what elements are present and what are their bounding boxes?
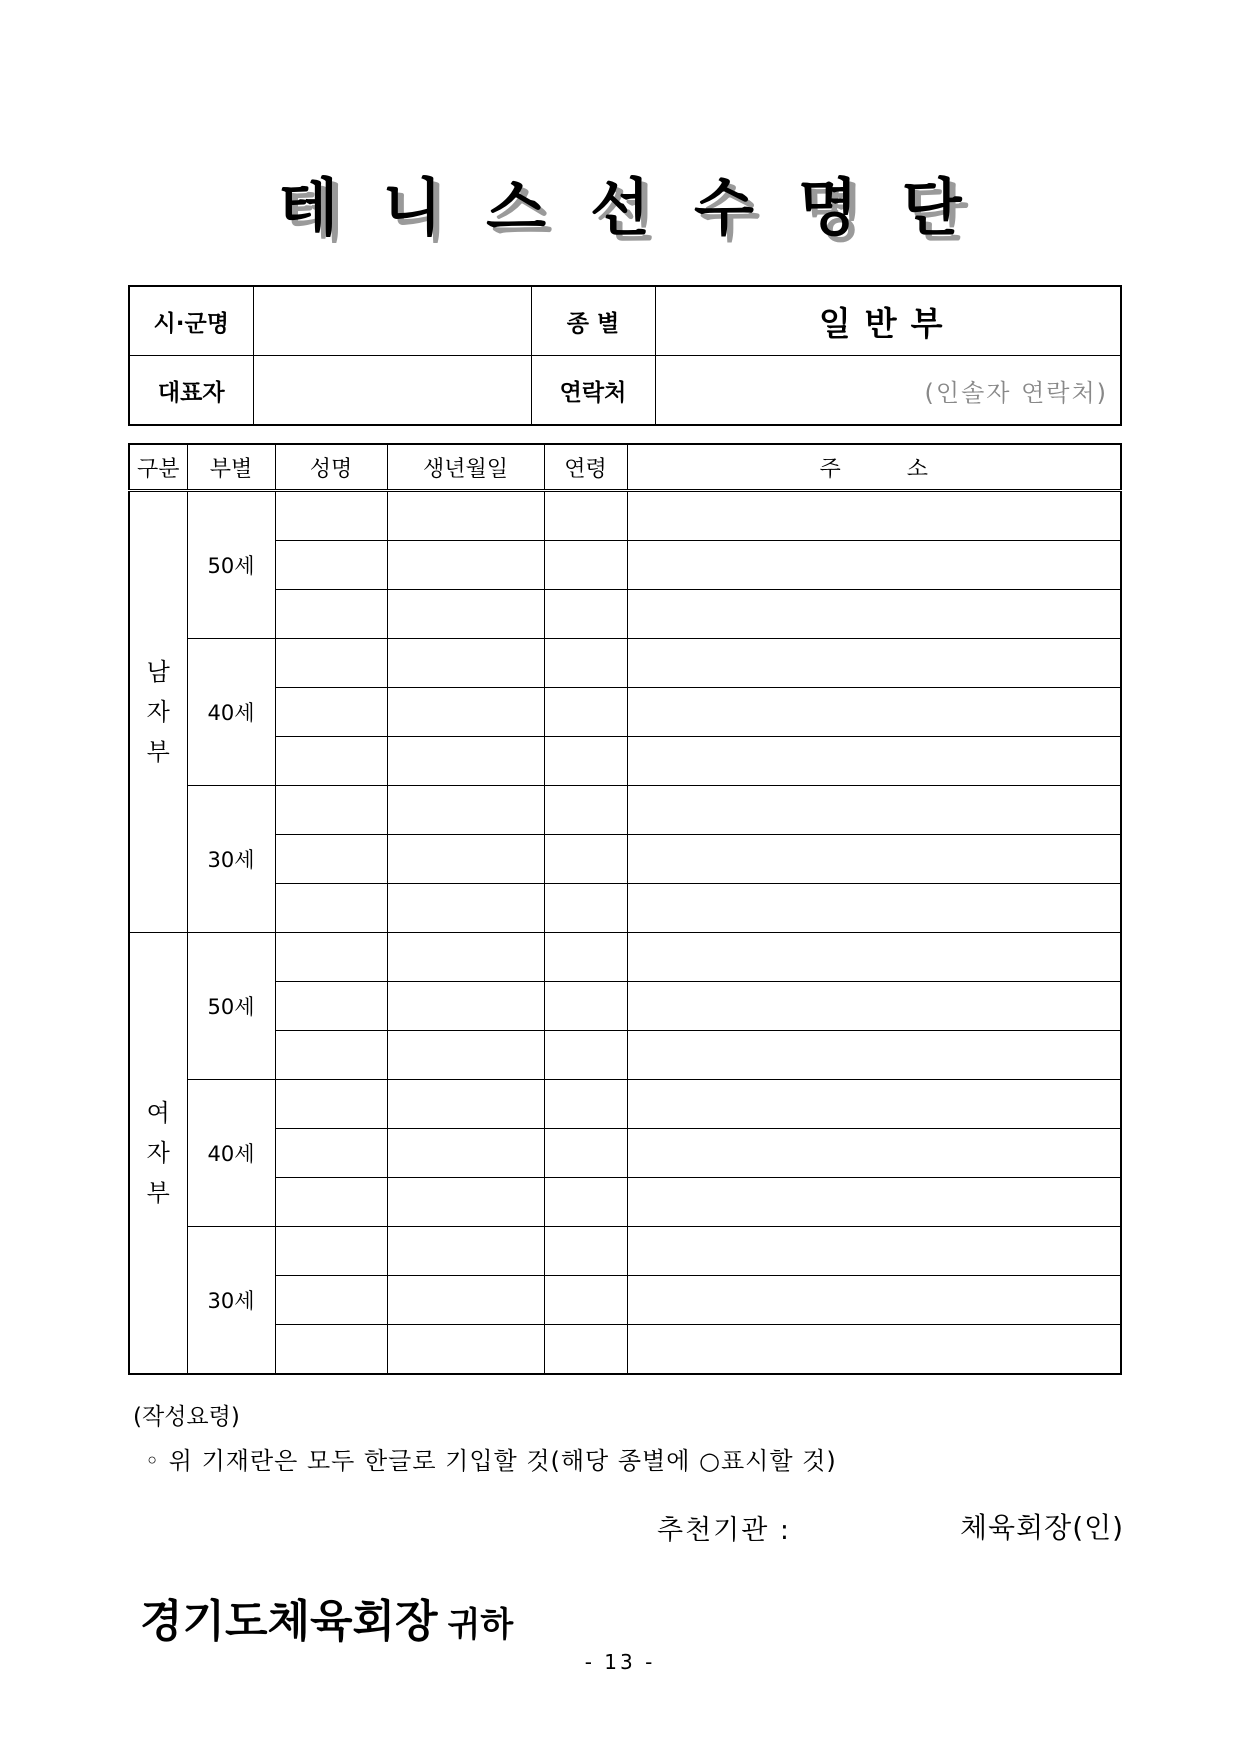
division-cell: 30세: [187, 1227, 275, 1375]
category-value: 일반부: [655, 286, 1121, 356]
name-cell[interactable]: [275, 491, 387, 541]
birthdate-cell[interactable]: [387, 835, 544, 884]
age-cell[interactable]: [544, 590, 627, 639]
birthdate-cell[interactable]: [387, 786, 544, 835]
age-cell[interactable]: [544, 541, 627, 590]
table-row: [129, 982, 1121, 1031]
birthdate-cell[interactable]: [387, 1178, 544, 1227]
group-label-char: 여: [146, 1099, 170, 1127]
age-cell[interactable]: [544, 639, 627, 688]
category-label: 종 별: [531, 286, 655, 356]
name-cell[interactable]: [275, 1129, 387, 1178]
name-cell[interactable]: [275, 1178, 387, 1227]
table-row: [129, 786, 1121, 835]
birthdate-cell[interactable]: [387, 1325, 544, 1375]
address-cell[interactable]: [627, 491, 1121, 541]
table-row: [129, 1080, 1121, 1129]
name-cell[interactable]: [275, 982, 387, 1031]
group-cell: [129, 491, 187, 933]
col-age-header: 연령: [544, 444, 627, 491]
table-row: [129, 1276, 1121, 1325]
address-cell[interactable]: [627, 639, 1121, 688]
group-label-char: 자: [146, 1139, 170, 1167]
division-cell: 50세: [187, 491, 275, 639]
address-cell[interactable]: [627, 1227, 1121, 1276]
division-cell: 50세: [187, 933, 275, 1080]
age-cell[interactable]: [544, 1129, 627, 1178]
contact-label: 연락처: [531, 356, 655, 426]
address-cell[interactable]: [627, 1276, 1121, 1325]
table-row: [129, 835, 1121, 884]
page-title: 테니스선수명단: [278, 171, 1006, 244]
division-cell: 40세: [187, 1080, 275, 1227]
signature-label: 체육회장(인): [960, 1511, 1125, 1544]
birthdate-cell[interactable]: [387, 1276, 544, 1325]
birthdate-cell[interactable]: [387, 688, 544, 737]
contact-field[interactable]: (인솔자 연락처): [655, 356, 1121, 426]
birthdate-cell[interactable]: [387, 541, 544, 590]
age-cell[interactable]: [544, 491, 627, 541]
representative-row: [129, 356, 1121, 426]
group-cell: [129, 933, 187, 1375]
name-cell[interactable]: [275, 933, 387, 982]
table-row: [129, 933, 1121, 982]
table-row: [129, 491, 1121, 541]
address-cell[interactable]: [627, 786, 1121, 835]
age-cell[interactable]: [544, 1178, 627, 1227]
name-cell[interactable]: [275, 1276, 387, 1325]
address-cell[interactable]: [627, 590, 1121, 639]
addressee-suffix: 귀하: [447, 1605, 514, 1645]
representative-field[interactable]: [253, 356, 531, 426]
birthdate-cell[interactable]: [387, 933, 544, 982]
birthdate-cell[interactable]: [387, 1129, 544, 1178]
group-label-char: 자: [146, 698, 170, 726]
roster-header-row: [129, 444, 1121, 491]
table-row: [129, 1227, 1121, 1276]
division-cell: 30세: [187, 786, 275, 933]
birthdate-cell[interactable]: [387, 491, 544, 541]
name-cell[interactable]: [275, 737, 387, 786]
address-cell[interactable]: [627, 835, 1121, 884]
address-cell[interactable]: [627, 1129, 1121, 1178]
table-row: [129, 1031, 1121, 1080]
group-label-char: 부: [146, 1179, 170, 1207]
age-cell[interactable]: [544, 933, 627, 982]
group-label-char: 남: [146, 658, 170, 686]
table-row: [129, 590, 1121, 639]
instructions-item: ◦ 위 기재란은 모두 한글로 기입할 것(해당 종별에 ○표시할 것): [145, 1447, 837, 1475]
age-cell[interactable]: [544, 1031, 627, 1080]
address-cell[interactable]: [627, 737, 1121, 786]
table-row: [129, 688, 1121, 737]
col-address-header: 주 소: [627, 444, 1121, 491]
name-cell[interactable]: [275, 590, 387, 639]
table-row: [129, 1325, 1121, 1375]
name-cell[interactable]: [275, 688, 387, 737]
age-cell[interactable]: [544, 1276, 627, 1325]
birthdate-cell[interactable]: [387, 884, 544, 933]
birthdate-cell[interactable]: [387, 982, 544, 1031]
recommender-label: 추천기관 :: [657, 1515, 792, 1546]
group-label-char: 부: [146, 738, 170, 766]
age-cell[interactable]: [544, 1325, 627, 1375]
age-cell[interactable]: [544, 1227, 627, 1276]
name-cell[interactable]: [275, 786, 387, 835]
district-field[interactable]: [253, 286, 531, 356]
birthdate-cell[interactable]: [387, 1031, 544, 1080]
address-cell[interactable]: [627, 541, 1121, 590]
name-cell[interactable]: [275, 639, 387, 688]
table-row: [129, 884, 1121, 933]
birthdate-cell[interactable]: [387, 639, 544, 688]
birthdate-cell[interactable]: [387, 1227, 544, 1276]
address-cell[interactable]: [627, 1031, 1121, 1080]
birthdate-cell[interactable]: [387, 590, 544, 639]
age-cell[interactable]: [544, 835, 627, 884]
age-cell[interactable]: [544, 737, 627, 786]
address-cell[interactable]: [627, 933, 1121, 982]
addressee-name: 경기도체육회장: [140, 1596, 438, 1647]
player-roster-table: [128, 443, 1122, 1375]
address-cell[interactable]: [627, 884, 1121, 933]
col-name-header: 성명: [275, 444, 387, 491]
age-cell[interactable]: [544, 1080, 627, 1129]
birthdate-cell[interactable]: [387, 737, 544, 786]
address-cell[interactable]: [627, 982, 1121, 1031]
instructions-heading: (작성요령): [133, 1404, 240, 1430]
representative-label: 대표자: [129, 356, 253, 426]
table-row: [129, 1129, 1121, 1178]
name-cell[interactable]: [275, 835, 387, 884]
address-cell[interactable]: [627, 1080, 1121, 1129]
roster-body: [129, 444, 1121, 1374]
col-division-header: 부별: [187, 444, 275, 491]
age-cell[interactable]: [544, 688, 627, 737]
addressee: [140, 1585, 513, 1649]
age-cell[interactable]: [544, 982, 627, 1031]
district-row: [129, 286, 1121, 356]
col-group-header: 구분: [129, 444, 187, 491]
page-number: - 13 -: [584, 1650, 656, 1674]
district-label: 시·군명: [129, 286, 253, 356]
address-cell[interactable]: [627, 1325, 1121, 1375]
table-row: [129, 1178, 1121, 1227]
team-info-table: [128, 285, 1122, 426]
table-row: [129, 737, 1121, 786]
name-cell[interactable]: [275, 1325, 387, 1375]
name-cell[interactable]: [275, 1031, 387, 1080]
name-cell[interactable]: [275, 541, 387, 590]
table-row: [129, 639, 1121, 688]
age-cell[interactable]: [544, 786, 627, 835]
division-cell: 40세: [187, 639, 275, 786]
col-birthdate-header: 생년월일: [387, 444, 544, 491]
age-cell[interactable]: [544, 884, 627, 933]
name-cell[interactable]: [275, 1227, 387, 1276]
table-row: [129, 541, 1121, 590]
name-cell[interactable]: [275, 884, 387, 933]
address-cell[interactable]: [627, 688, 1121, 737]
name-cell[interactable]: [275, 1080, 387, 1129]
address-cell[interactable]: [627, 1178, 1121, 1227]
birthdate-cell[interactable]: [387, 1080, 544, 1129]
